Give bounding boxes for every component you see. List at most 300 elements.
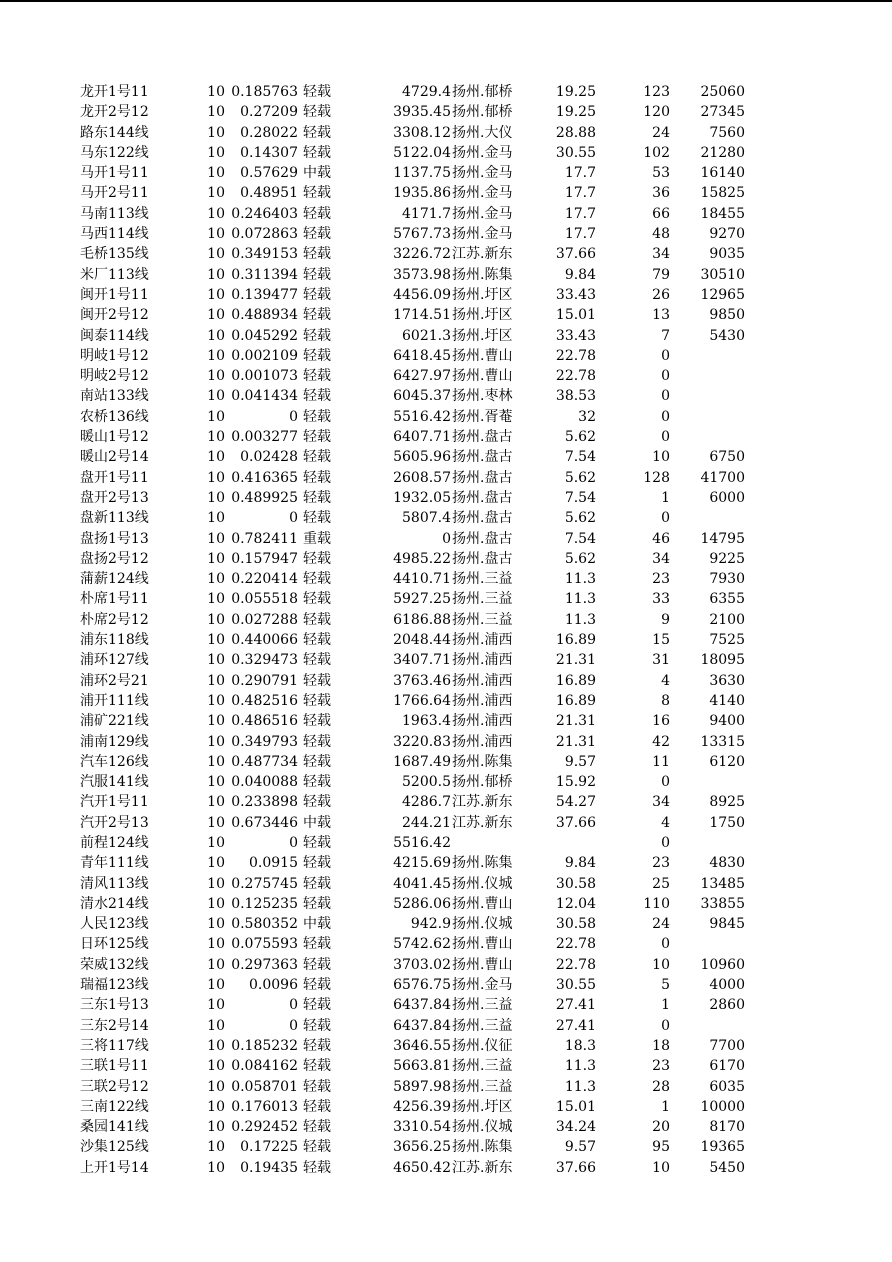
load-status-cell: 轻载: [303, 733, 331, 750]
total-cell: 9225: [709, 550, 745, 567]
load-status-cell: 轻载: [303, 977, 331, 994]
voltage-cell: 10: [207, 794, 225, 811]
voltage-cell: 10: [207, 1078, 225, 1095]
capacity-cell: 3646.55: [393, 1037, 451, 1054]
load-rate-cell: 0: [289, 510, 298, 527]
value-cell: 30.58: [555, 916, 596, 933]
table-row: [0, 1158, 892, 1178]
substation-cell: 扬州.仪城: [452, 1119, 513, 1136]
load-status-cell: 中载: [303, 814, 331, 831]
substation-cell: 扬州.浦西: [452, 692, 513, 709]
table-row: [0, 711, 892, 731]
value-cell: 17.7: [564, 185, 596, 202]
line-name-cell: 明岐1号12: [80, 347, 149, 364]
line-name-cell: 暖山2号14: [80, 449, 149, 466]
table-row: [0, 1056, 892, 1076]
substation-cell: 扬州.三益: [452, 571, 513, 588]
substation-cell: 扬州.三益: [452, 1058, 513, 1075]
count-cell: 0: [661, 408, 670, 425]
voltage-cell: 10: [207, 733, 225, 750]
table-row: [0, 447, 892, 467]
capacity-cell: 5286.06: [393, 895, 451, 912]
value-cell: 11.3: [564, 1078, 596, 1095]
substation-cell: 扬州.郁桥: [452, 104, 513, 121]
voltage-cell: 10: [207, 408, 225, 425]
count-cell: 0: [661, 834, 670, 851]
line-name-cell: 三联1号11: [80, 1058, 149, 1075]
capacity-cell: 5122.04: [393, 144, 451, 161]
load-rate-cell: 0.17225: [240, 1139, 298, 1156]
value-cell: 19.25: [555, 104, 596, 121]
total-cell: 41700: [700, 469, 745, 486]
load-status-cell: 轻载: [303, 1098, 331, 1115]
voltage-cell: 10: [207, 672, 225, 689]
value-cell: 5.62: [564, 429, 596, 446]
value-cell: 32: [578, 408, 596, 425]
load-status-cell: 轻载: [303, 1119, 331, 1136]
load-status-cell: 轻载: [303, 794, 331, 811]
load-rate-cell: 0.292452: [231, 1119, 298, 1136]
value-cell: 37.66: [555, 246, 596, 263]
load-rate-cell: 0.041434: [231, 388, 298, 405]
table-row: [0, 82, 892, 102]
count-cell: 102: [643, 144, 670, 161]
table-row: [0, 732, 892, 752]
capacity-cell: 4171.7: [402, 205, 451, 222]
line-name-cell: 汽开1号11: [80, 794, 149, 811]
load-rate-cell: 0.003277: [231, 429, 298, 446]
count-cell: 10: [652, 449, 670, 466]
voltage-cell: 10: [207, 977, 225, 994]
total-cell: 6750: [709, 449, 745, 466]
count-cell: 13: [652, 307, 670, 324]
count-cell: 1: [661, 997, 670, 1014]
total-cell: 25060: [700, 84, 745, 100]
total-cell: 6000: [709, 489, 745, 506]
voltage-cell: 10: [207, 286, 225, 303]
substation-cell: 扬州.曹山: [452, 347, 513, 364]
count-cell: 25: [652, 875, 670, 892]
load-status-cell: 轻载: [303, 895, 331, 912]
count-cell: 123: [643, 84, 670, 100]
load-rate-cell: 0.14307: [240, 144, 298, 161]
value-cell: 7.54: [564, 530, 596, 547]
count-cell: 0: [661, 774, 670, 791]
line-name-cell: 暖山1号12: [80, 429, 149, 446]
count-cell: 79: [652, 266, 670, 283]
capacity-cell: 4729.4: [402, 84, 451, 100]
load-rate-cell: 0.275745: [231, 875, 298, 892]
capacity-cell: 3226.72: [393, 246, 451, 263]
load-rate-cell: 0.489925: [231, 489, 298, 506]
line-name-cell: 盘开2号13: [80, 489, 149, 506]
capacity-cell: 5807.4: [402, 510, 451, 527]
load-status-cell: 轻载: [303, 834, 331, 851]
capacity-cell: 5200.5: [402, 774, 451, 791]
load-status-cell: 轻载: [303, 327, 331, 344]
top-border-line: [0, 0, 892, 2]
load-rate-cell: 0.0915: [249, 855, 298, 872]
load-rate-cell: 0.233898: [231, 794, 298, 811]
load-rate-cell: 0.27209: [240, 104, 298, 121]
voltage-cell: 10: [207, 571, 225, 588]
capacity-cell: 4650.42: [393, 1159, 451, 1176]
substation-cell: 扬州.三益: [452, 1017, 513, 1034]
line-name-cell: 瑞福123线: [80, 977, 149, 994]
count-cell: 95: [652, 1139, 670, 1156]
value-cell: 5.62: [564, 510, 596, 527]
table-row: [0, 1137, 892, 1157]
substation-cell: 扬州.浦西: [452, 632, 513, 649]
line-name-cell: 浦矿221线: [80, 713, 149, 730]
total-cell: 8170: [709, 1119, 745, 1136]
table-row: [0, 1117, 892, 1137]
total-cell: 13485: [700, 875, 745, 892]
table-row: [0, 955, 892, 975]
value-cell: 37.66: [555, 814, 596, 831]
table-row: [0, 468, 892, 488]
line-name-cell: 路东144线: [80, 124, 149, 141]
total-cell: 7560: [709, 124, 745, 141]
load-rate-cell: 0.220414: [231, 571, 298, 588]
load-rate-cell: 0.139477: [231, 286, 298, 303]
capacity-cell: 0: [442, 530, 451, 547]
value-cell: 16.89: [555, 692, 596, 709]
substation-cell: 江苏.新东: [452, 794, 513, 811]
table-row: [0, 874, 892, 894]
count-cell: 24: [652, 124, 670, 141]
line-name-cell: 马东122线: [80, 144, 149, 161]
capacity-cell: 1766.64: [393, 692, 451, 709]
substation-cell: 扬州.仪城: [452, 875, 513, 892]
value-cell: 9.84: [564, 855, 596, 872]
value-cell: 9.57: [564, 1139, 596, 1156]
value-cell: 11.3: [564, 611, 596, 628]
line-name-cell: 汽开2号13: [80, 814, 149, 831]
value-cell: 15.01: [555, 1098, 596, 1115]
substation-cell: 扬州.浦西: [452, 672, 513, 689]
value-cell: 37.66: [555, 1159, 596, 1176]
count-cell: 31: [652, 652, 670, 669]
capacity-cell: 5767.73: [393, 226, 451, 243]
line-name-cell: 青年111线: [80, 855, 149, 872]
capacity-cell: 4456.09: [393, 286, 451, 303]
load-status-cell: 轻载: [303, 1159, 331, 1176]
count-cell: 1: [661, 1098, 670, 1115]
substation-cell: 扬州.陈集: [452, 266, 513, 283]
count-cell: 24: [652, 916, 670, 933]
substation-cell: 扬州.浦西: [452, 713, 513, 730]
table-row: [0, 204, 892, 224]
load-rate-cell: 0.246403: [231, 205, 298, 222]
load-rate-cell: 0.19435: [240, 1159, 298, 1176]
capacity-cell: 244.21: [402, 814, 451, 831]
count-cell: 0: [661, 388, 670, 405]
voltage-cell: 10: [207, 692, 225, 709]
voltage-cell: 10: [207, 997, 225, 1014]
table-row: [0, 691, 892, 711]
voltage-cell: 10: [207, 226, 225, 243]
voltage-cell: 10: [207, 165, 225, 182]
count-cell: 8: [661, 692, 670, 709]
count-cell: 53: [652, 165, 670, 182]
value-cell: 54.27: [555, 794, 596, 811]
capacity-cell: 3310.54: [393, 1119, 451, 1136]
load-status-cell: 轻载: [303, 611, 331, 628]
total-cell: 14795: [700, 530, 745, 547]
capacity-cell: 6021.3: [402, 327, 451, 344]
load-rate-cell: 0.075593: [231, 936, 298, 953]
line-name-cell: 上开1号14: [80, 1159, 149, 1176]
load-status-cell: 轻载: [303, 449, 331, 466]
table-row: [0, 894, 892, 914]
load-rate-cell: 0.349153: [231, 246, 298, 263]
table-row: [0, 1077, 892, 1097]
voltage-cell: 10: [207, 753, 225, 770]
line-name-cell: 闽开1号11: [80, 286, 149, 303]
table-row: [0, 975, 892, 995]
load-status-cell: 轻载: [303, 1139, 331, 1156]
load-rate-cell: 0.176013: [231, 1098, 298, 1115]
count-cell: 7: [661, 327, 670, 344]
load-rate-cell: 0.072863: [231, 226, 298, 243]
line-name-cell: 日环125线: [80, 936, 149, 953]
capacity-cell: 4410.71: [393, 571, 451, 588]
table-row: [0, 183, 892, 203]
line-name-cell: 前程124线: [80, 834, 149, 851]
load-rate-cell: 0.125235: [231, 895, 298, 912]
count-cell: 66: [652, 205, 670, 222]
total-cell: 19365: [700, 1139, 745, 1156]
total-cell: 16140: [700, 165, 745, 182]
count-cell: 23: [652, 571, 670, 588]
capacity-cell: 5516.42: [393, 834, 451, 851]
load-rate-cell: 0.482516: [231, 692, 298, 709]
substation-cell: 扬州.陈集: [452, 753, 513, 770]
load-rate-cell: 0.487734: [231, 753, 298, 770]
substation-cell: 扬州.圩区: [452, 1098, 513, 1115]
load-status-cell: 轻载: [303, 571, 331, 588]
voltage-cell: 10: [207, 144, 225, 161]
substation-cell: 扬州.盘古: [452, 469, 513, 486]
load-rate-cell: 0.57629: [240, 165, 298, 182]
total-cell: 27345: [700, 104, 745, 121]
line-name-cell: 马开2号11: [80, 185, 149, 202]
table-row: [0, 285, 892, 305]
load-status-cell: 轻载: [303, 124, 331, 141]
capacity-cell: 4215.69: [393, 855, 451, 872]
load-rate-cell: 0.027288: [231, 611, 298, 628]
substation-cell: 扬州.陈集: [452, 855, 513, 872]
substation-cell: 扬州.金马: [452, 144, 513, 161]
value-cell: 28.88: [555, 124, 596, 141]
count-cell: 34: [652, 550, 670, 567]
capacity-cell: 6427.97: [393, 368, 451, 385]
value-cell: 21.31: [555, 652, 596, 669]
total-cell: 5450: [709, 1159, 745, 1176]
substation-cell: 扬州.三益: [452, 611, 513, 628]
table-row: [0, 163, 892, 183]
load-status-cell: 轻载: [303, 144, 331, 161]
line-name-cell: 朴席1号11: [80, 591, 149, 608]
count-cell: 10: [652, 956, 670, 973]
value-cell: 30.58: [555, 875, 596, 892]
line-name-cell: 闽泰114线: [80, 327, 149, 344]
value-cell: 15.01: [555, 307, 596, 324]
table-row: [0, 650, 892, 670]
load-rate-cell: 0: [289, 1017, 298, 1034]
capacity-cell: 6437.84: [393, 997, 451, 1014]
count-cell: 1: [661, 489, 670, 506]
load-rate-cell: 0.001073: [231, 368, 298, 385]
value-cell: 17.7: [564, 165, 596, 182]
voltage-cell: 10: [207, 84, 225, 100]
value-cell: 21.31: [555, 733, 596, 750]
voltage-cell: 10: [207, 368, 225, 385]
value-cell: 38.53: [555, 388, 596, 405]
substation-cell: 扬州.盘古: [452, 510, 513, 527]
voltage-cell: 10: [207, 266, 225, 283]
count-cell: 0: [661, 510, 670, 527]
count-cell: 4: [661, 672, 670, 689]
table-row: [0, 102, 892, 122]
count-cell: 33: [652, 591, 670, 608]
table-row: [0, 549, 892, 569]
line-name-cell: 南站133线: [80, 388, 149, 405]
count-cell: 18: [652, 1037, 670, 1054]
load-status-cell: 轻载: [303, 1058, 331, 1075]
voltage-cell: 10: [207, 388, 225, 405]
load-status-cell: 轻载: [303, 226, 331, 243]
total-cell: 4140: [709, 692, 745, 709]
count-cell: 4: [661, 814, 670, 831]
load-rate-cell: 0.045292: [231, 327, 298, 344]
value-cell: 9.57: [564, 753, 596, 770]
line-name-cell: 浦东118线: [80, 632, 149, 649]
voltage-cell: 10: [207, 124, 225, 141]
load-status-cell: 重载: [303, 530, 331, 547]
voltage-cell: 10: [207, 936, 225, 953]
count-cell: 15: [652, 632, 670, 649]
load-rate-cell: 0: [289, 997, 298, 1014]
substation-cell: 扬州.三益: [452, 997, 513, 1014]
voltage-cell: 10: [207, 713, 225, 730]
load-status-cell: 轻载: [303, 510, 331, 527]
load-status-cell: 轻载: [303, 84, 331, 100]
count-cell: 0: [661, 936, 670, 953]
substation-cell: 江苏.新东: [452, 1159, 513, 1176]
substation-cell: 扬州.盘古: [452, 489, 513, 506]
voltage-cell: 10: [207, 347, 225, 364]
load-status-cell: 中载: [303, 916, 331, 933]
value-cell: 7.54: [564, 489, 596, 506]
line-name-cell: 三将117线: [80, 1037, 149, 1054]
table-row: [0, 833, 892, 853]
substation-cell: 扬州.胥菴: [452, 408, 513, 425]
substation-cell: 扬州.盘古: [452, 449, 513, 466]
line-name-cell: 浦开111线: [80, 692, 149, 709]
substation-cell: 扬州.三益: [452, 1078, 513, 1095]
capacity-cell: 2608.57: [393, 469, 451, 486]
count-cell: 11: [652, 753, 670, 770]
load-rate-cell: 0.290791: [231, 672, 298, 689]
capacity-cell: 6186.88: [393, 611, 451, 628]
total-cell: 7700: [709, 1037, 745, 1054]
substation-cell: 扬州.圩区: [452, 286, 513, 303]
load-status-cell: 轻载: [303, 774, 331, 791]
line-name-cell: 清风113线: [80, 875, 149, 892]
capacity-cell: 1687.49: [393, 753, 451, 770]
substation-cell: 扬州.曹山: [452, 936, 513, 953]
line-name-cell: 马南113线: [80, 205, 149, 222]
substation-cell: 江苏.新东: [452, 246, 513, 263]
value-cell: 21.31: [555, 713, 596, 730]
load-status-cell: 轻载: [303, 936, 331, 953]
capacity-cell: 6045.37: [393, 388, 451, 405]
count-cell: 34: [652, 794, 670, 811]
voltage-cell: 10: [207, 652, 225, 669]
total-cell: 4000: [709, 977, 745, 994]
voltage-cell: 10: [207, 591, 225, 608]
line-name-cell: 三联2号12: [80, 1078, 149, 1095]
voltage-cell: 10: [207, 875, 225, 892]
value-cell: 19.25: [555, 84, 596, 100]
capacity-cell: 1963.4: [402, 713, 451, 730]
value-cell: 11.3: [564, 591, 596, 608]
count-cell: 48: [652, 226, 670, 243]
load-status-cell: 轻载: [303, 855, 331, 872]
value-cell: 11.3: [564, 1058, 596, 1075]
load-rate-cell: 0: [289, 408, 298, 425]
line-name-cell: 浦南129线: [80, 733, 149, 750]
count-cell: 34: [652, 246, 670, 263]
capacity-cell: 5605.96: [393, 449, 451, 466]
value-cell: 30.55: [555, 144, 596, 161]
substation-cell: 扬州.金马: [452, 185, 513, 202]
substation-cell: 扬州.圩区: [452, 307, 513, 324]
load-rate-cell: 0.157947: [231, 550, 298, 567]
load-status-cell: 轻载: [303, 266, 331, 283]
substation-cell: 扬州.金马: [452, 226, 513, 243]
load-rate-cell: 0.488934: [231, 307, 298, 324]
voltage-cell: 10: [207, 205, 225, 222]
load-status-cell: 轻载: [303, 408, 331, 425]
voltage-cell: 10: [207, 1017, 225, 1034]
count-cell: 23: [652, 1058, 670, 1075]
table-row: [0, 853, 892, 873]
substation-cell: 扬州.曹山: [452, 956, 513, 973]
load-status-cell: 轻载: [303, 632, 331, 649]
value-cell: 30.55: [555, 977, 596, 994]
count-cell: 0: [661, 368, 670, 385]
table-row: [0, 569, 892, 589]
capacity-cell: 6418.45: [393, 347, 451, 364]
load-status-cell: 轻载: [303, 875, 331, 892]
load-status-cell: 轻载: [303, 692, 331, 709]
table-row: [0, 488, 892, 508]
load-rate-cell: 0.48951: [240, 185, 298, 202]
load-rate-cell: 0.311394: [231, 266, 298, 283]
total-cell: 6355: [709, 591, 745, 608]
voltage-cell: 10: [207, 956, 225, 973]
table-row: [0, 265, 892, 285]
capacity-cell: 6576.75: [393, 977, 451, 994]
substation-cell: 扬州.郁桥: [452, 84, 513, 100]
voltage-cell: 10: [207, 185, 225, 202]
voltage-cell: 10: [207, 1058, 225, 1075]
substation-cell: 扬州.仪征: [452, 1037, 513, 1054]
total-cell: 10960: [700, 956, 745, 973]
